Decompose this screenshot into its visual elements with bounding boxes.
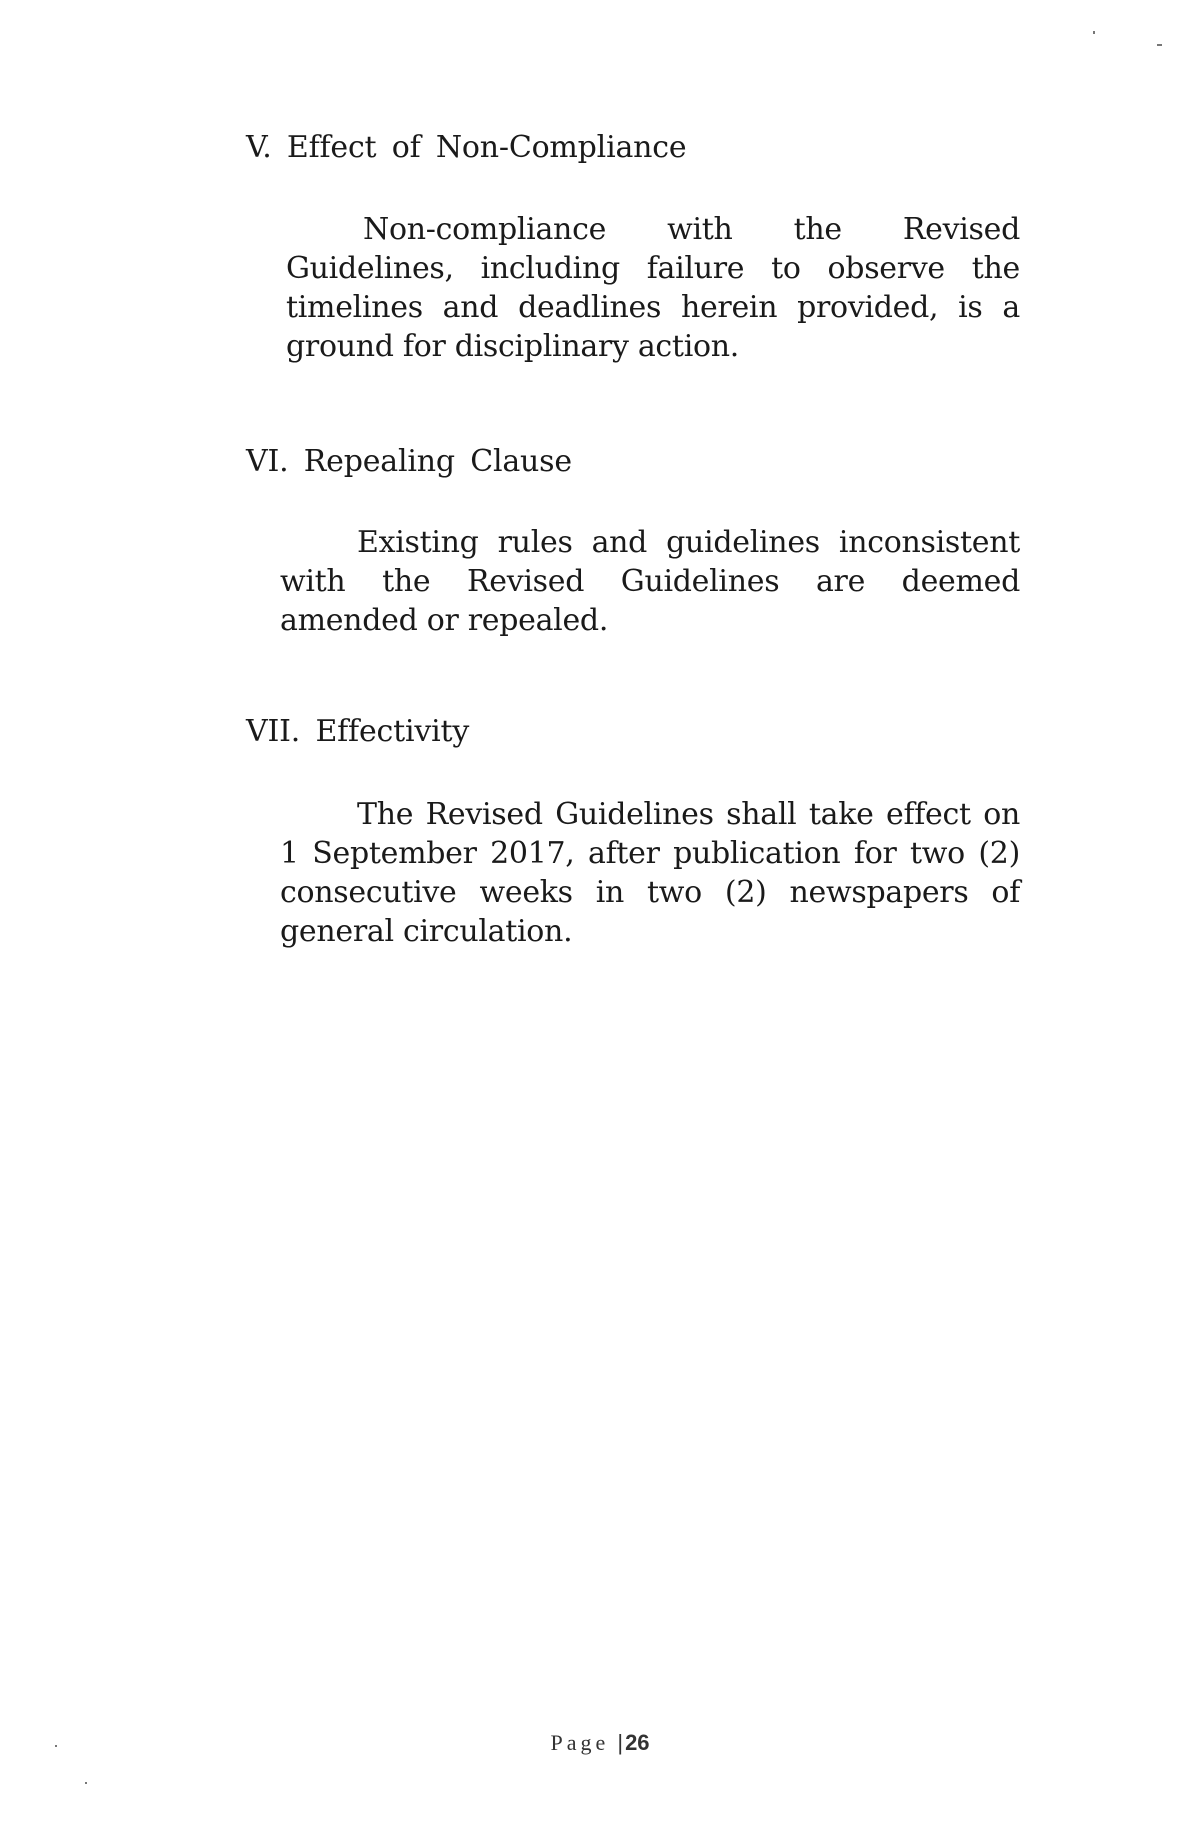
section-heading: VI. Repealing Clause — [246, 444, 572, 479]
scan-speck — [85, 1782, 87, 1784]
scan-speck — [55, 1745, 57, 1747]
page-number: 26 — [625, 1730, 650, 1755]
section-body: The Revised Guidelines shall take effect on 1 September 2017, after publication for two (2) consecutive weeks in two (2) newspapers of general circulation. — [280, 797, 1020, 949]
scan-speck — [1157, 44, 1162, 46]
scan-speck — [1093, 31, 1095, 34]
page-separator: | — [617, 1730, 624, 1755]
section-body: Non-compliance with the Revised Guidelines, including failure to observe the timelines and deadlines herein provided, is a ground for disciplinary action. — [286, 212, 1020, 364]
section-heading: V. Effect of Non-Compliance — [246, 130, 687, 165]
page-label: Page — [550, 1730, 610, 1755]
section-repealing-clause — [246, 444, 1020, 638]
page-footer — [0, 1730, 1200, 1756]
section-body: Existing rules and guidelines inconsistent with the Revised Guidelines are deemed amended or repealed. — [280, 525, 1020, 638]
section-heading: VII. Effectivity — [246, 714, 470, 749]
section-effect-of-non-compliance — [246, 130, 1020, 364]
section-effectivity — [246, 714, 1020, 949]
